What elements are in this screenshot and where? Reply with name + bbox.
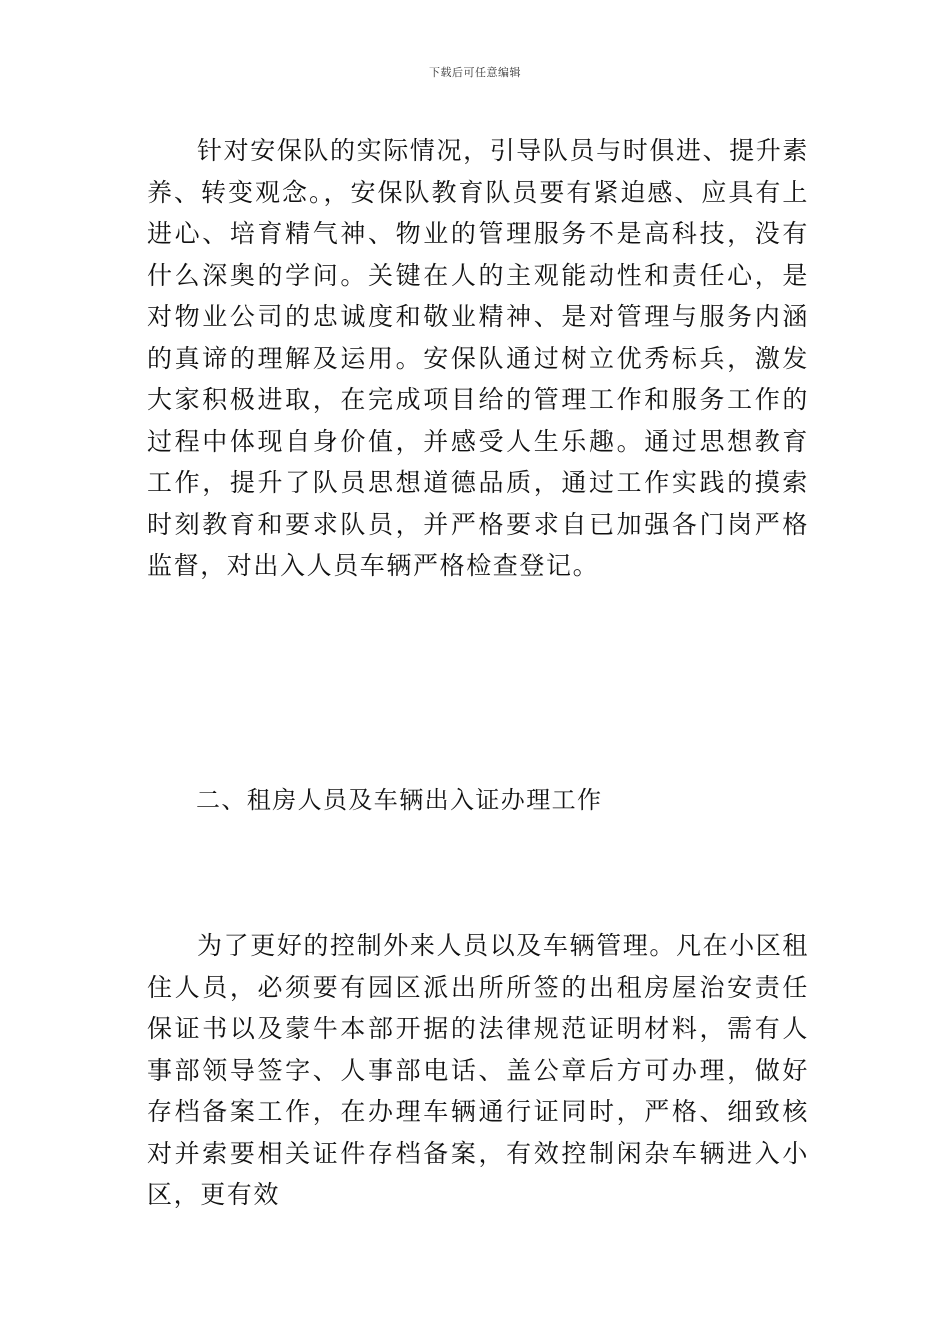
body-paragraph-rental-permits: 为了更好的控制外来人员以及车辆管理。凡在小区租住人员，必须要有园区派出所所签的出租房屋治安责任保证书以及蒙牛本部开据的法律规范证明材料，需有人事部领导签字、人事部电话、盖公章后方可办理，做好存档备案工作，在办理车辆通行证同时，严格、细致核对并索要相关证件存档备案，有效控制闲杂车辆进入小区，更有效 <box>147 931 809 1209</box>
body-paragraph-security-team: 针对安保队的实际情况，引导队员与时俱进、提升素养、转变观念。，安保队教育队员要有紧迫感、应具有上进心、培育精气神、物业的管理服务不是高科技，没有什么深奥的学问。关键在人的主观能动性和责任心，是对物业公司的忠诚度和敬业精神、是对管理与服务内涵的真谛的理解及运用。安保队通过树立优秀标兵，激发大家积极进取，在完成项目给的管理工作和服务工作的过程中体现自身价值，并感受人生乐趣。通过思想教育工作，提升了队员思想道德品质，通过工作实践的摸索时刻教育和要求队员，并严格要求自已加强各门岗严格监督，对出入人员车辆严格检查登记。 <box>147 136 809 580</box>
page-header-note: 下载后可任意编辑 <box>429 66 521 79</box>
section-heading: 二、租房人员及车辆出入证办理工作 <box>196 786 603 814</box>
